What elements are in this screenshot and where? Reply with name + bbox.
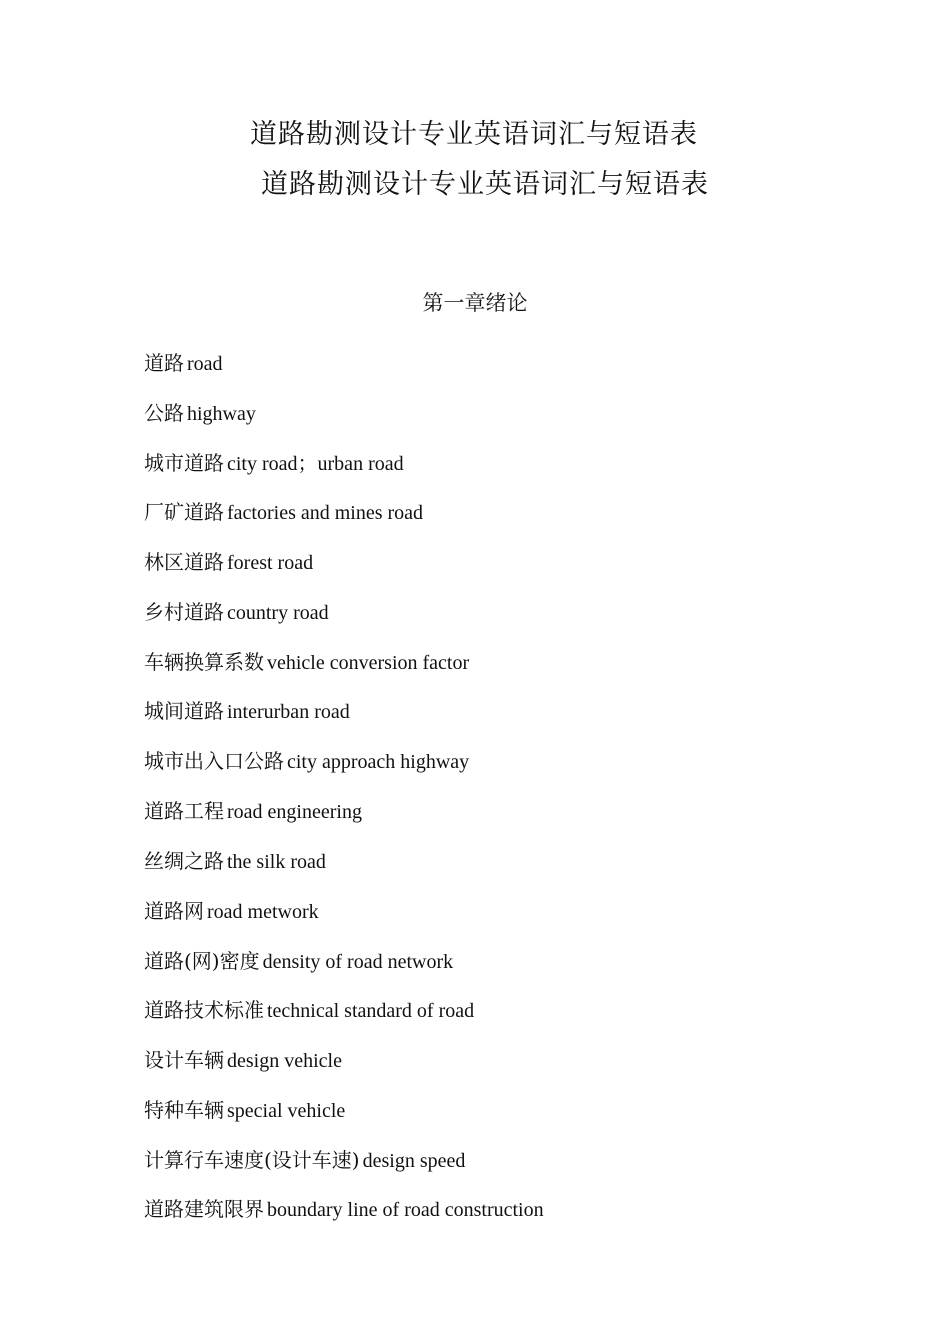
vocab-entry (144, 1044, 342, 1073)
entry-english: forest road (227, 552, 314, 574)
entry-chinese: 城间道路 (144, 699, 224, 723)
entry-english: factories and mines road (227, 502, 424, 524)
vocab-entry (144, 795, 362, 824)
entry-chinese: 车辆换算系数 (144, 650, 264, 674)
entry-chinese: 道路网 (144, 899, 204, 923)
entry-chinese: 城市道路 (144, 451, 224, 475)
vocab-entry (144, 945, 453, 974)
entry-english: road engineering (227, 801, 362, 823)
entry-english: the silk road (227, 851, 326, 873)
vocab-entry (144, 895, 319, 924)
vocab-entry (144, 646, 469, 675)
entry-english: highway (187, 403, 256, 425)
entry-english: design speed (362, 1150, 466, 1172)
entry-chinese: 道路工程 (144, 799, 224, 823)
entry-english: density of road network (262, 951, 454, 973)
entry-chinese: 道路建筑限界 (144, 1197, 264, 1221)
entry-chinese: 特种车辆 (144, 1098, 224, 1122)
entry-english: road metwork (207, 901, 319, 923)
entry-chinese: 设计车辆 (144, 1048, 224, 1072)
vocab-entry (144, 1094, 345, 1123)
entry-english: road (187, 353, 223, 375)
vocab-entry (144, 845, 326, 874)
entry-chinese: 道路(网)密度 (144, 949, 260, 973)
entry-english: country road (227, 602, 329, 624)
entry-chinese: 道路 (144, 351, 184, 375)
chapter-heading: 第一章绪论 (422, 291, 528, 315)
entry-english: boundary line of road construction (267, 1199, 544, 1221)
entry-chinese: 公路 (144, 401, 184, 425)
vocab-entry (144, 1193, 544, 1222)
entry-chinese: 林区道路 (144, 550, 224, 574)
vocab-entry (144, 745, 469, 774)
entry-chinese: 丝绸之路 (144, 849, 224, 873)
entry-chinese: 道路技术标准 (144, 998, 264, 1022)
entry-english: technical standard of road (267, 1000, 475, 1022)
entry-english: city road；urban road (227, 453, 404, 475)
vocab-entry (144, 397, 256, 426)
vocab-entry (144, 546, 313, 575)
entry-english: special vehicle (227, 1100, 346, 1122)
entry-chinese: 厂矿道路 (144, 500, 224, 524)
vocab-entry (144, 695, 350, 724)
entry-english: vehicle conversion factor (267, 652, 470, 674)
vocab-entry (144, 1144, 465, 1173)
entry-english: city approach highway (287, 751, 470, 773)
vocab-entry (144, 447, 404, 476)
vocab-entry (144, 596, 329, 625)
entry-chinese: 乡村道路 (144, 600, 224, 624)
entry-chinese: 城市出入口公路 (144, 749, 284, 773)
document-title: 道路勘测设计专业英语词汇与短语表 (250, 119, 698, 150)
vocab-entry (144, 994, 474, 1023)
document-title-repeat: 道路勘测设计专业英语词汇与短语表 (261, 169, 709, 200)
entry-english: design vehicle (227, 1050, 342, 1072)
vocab-entry (144, 347, 223, 376)
vocab-entry (144, 496, 423, 525)
entry-english: interurban road (227, 701, 350, 723)
entry-chinese: 计算行车速度(设计车速) (144, 1148, 360, 1172)
